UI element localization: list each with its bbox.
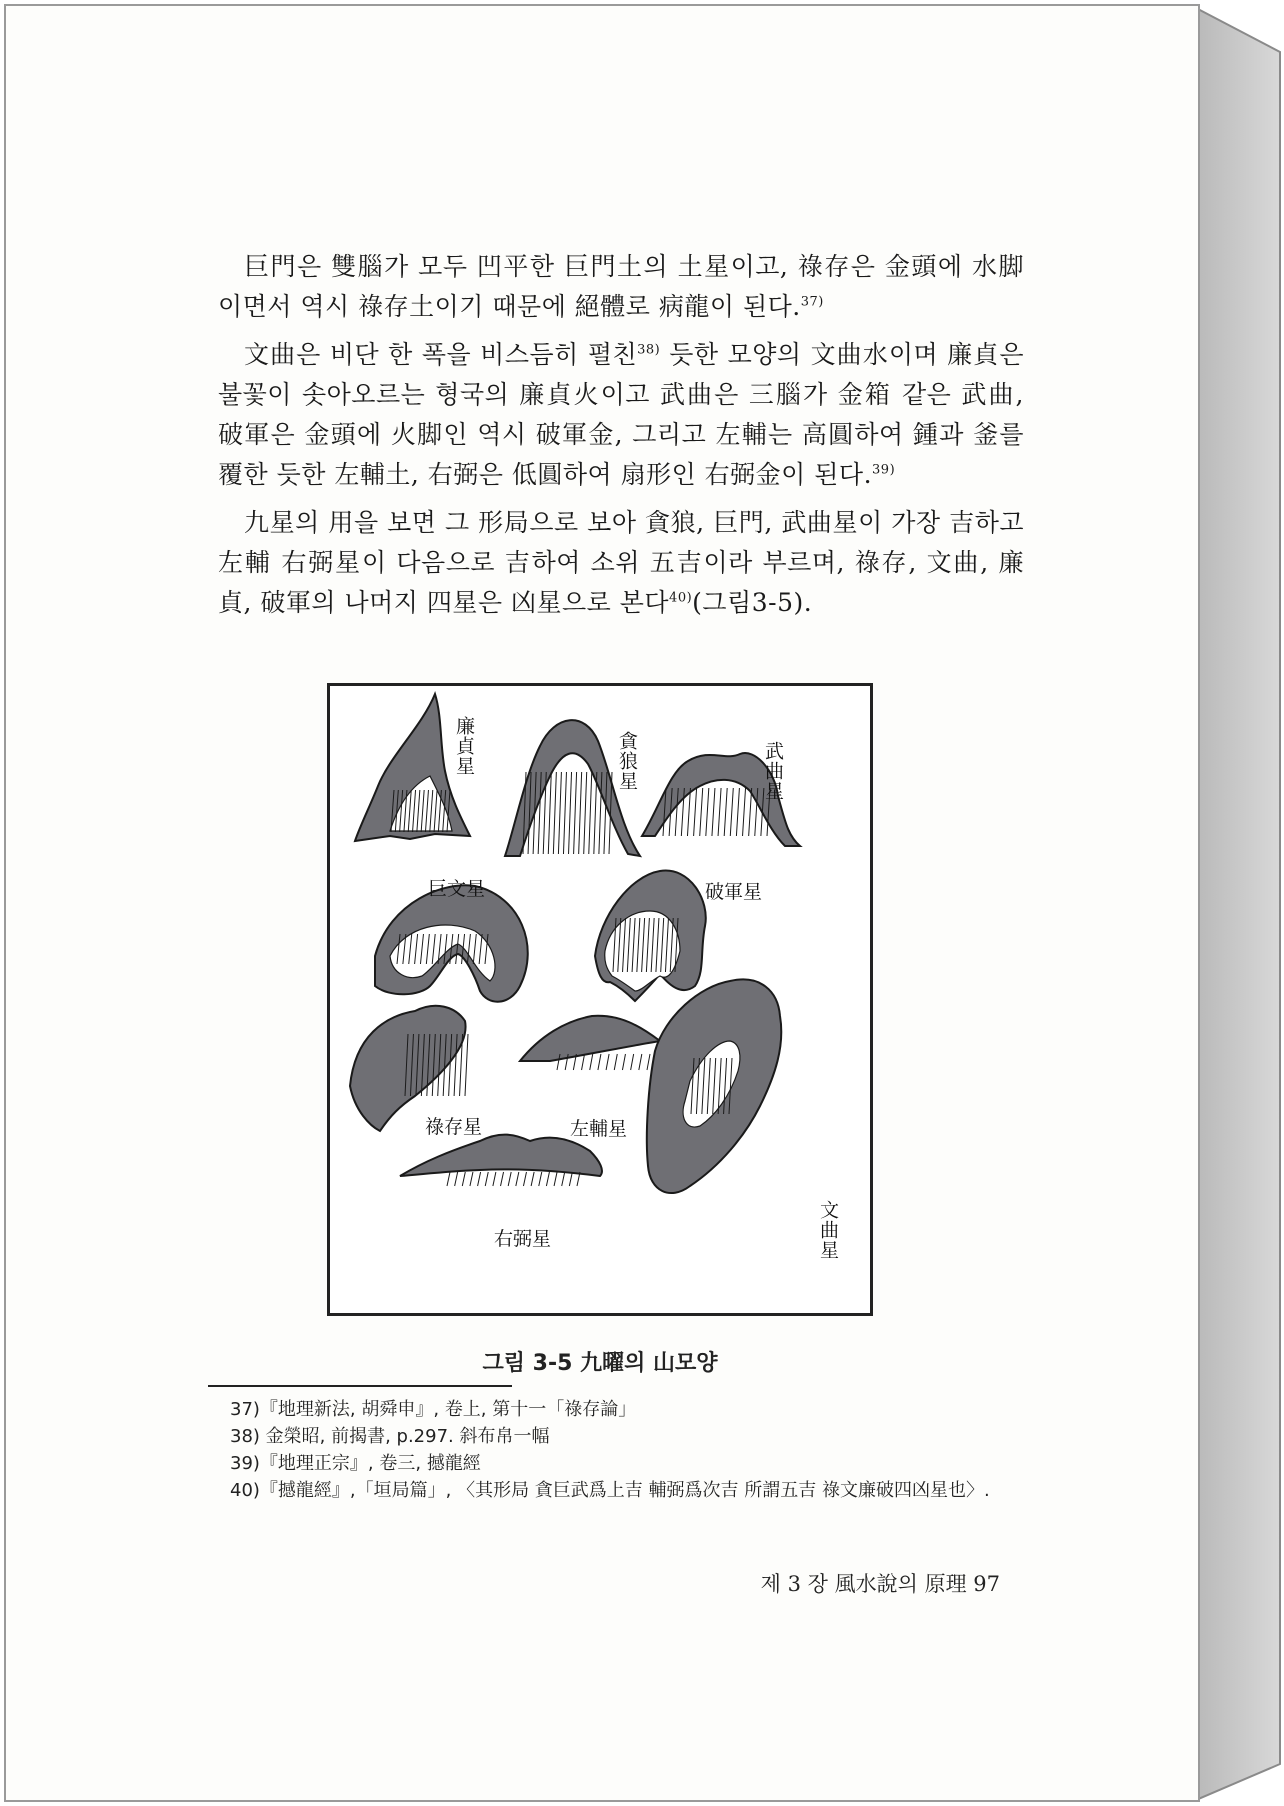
hatch-line — [606, 1054, 609, 1070]
hatch-line — [712, 788, 715, 836]
text-run: 巨門은 雙腦가 모두 凹平한 巨門土의 土星이고, 祿存은 金頭에 水脚이면서 역시 祿存土이기 때문에 絕體로 病龍이 된다. — [218, 252, 1024, 321]
hatch-line — [501, 1172, 504, 1186]
footnote-ref: 40) — [669, 590, 693, 606]
hatch-line — [548, 772, 551, 854]
footnote-ref: 37) — [800, 294, 824, 310]
paragraph — [218, 335, 1024, 495]
hatch-line — [569, 772, 572, 854]
youbi-mountain-shape — [400, 1135, 602, 1176]
text-run: 文曲은 비단 한 폭을 비스듬히 펼친 — [244, 340, 638, 369]
label-lianzhen: 廉貞星 — [453, 716, 475, 776]
figure-caption: 그림 3-5 九曜의 山모양 — [482, 1351, 718, 1376]
book-side-edge — [1196, 4, 1282, 1802]
hatch-line — [478, 1172, 481, 1186]
hatch-line — [462, 1172, 465, 1186]
hatch-line — [647, 1054, 650, 1070]
hatch-line — [631, 1054, 634, 1070]
text-run: 듯한 모양의 文曲水이며 廉貞은 불꽃이 솟아오르는 형국의 廉貞火이고 武曲은 三腦가 金箱 같은 武曲, 破軍은 金頭에 火脚인 역시 破軍金, 그리고 左輔는 高圓하여 鍾과 釜를 覆한 듯한 左輔土, 右弼은 低圓하여 扇形인 右弼金이 된다. — [218, 340, 1024, 489]
lucun-mountain-shape — [350, 1006, 466, 1131]
hatch-line — [563, 772, 566, 854]
text-run: 九星의 用을 보면 그 形局으로 보아 貪狼, 巨門, 武曲星이 가장 吉하고 左輔 右弼星이 다음으로 吉하여 소위 五吉이라 부르며, 祿存, 文曲, 廉貞, 破軍의 나머지 四星은 凶星으로 본다 — [218, 508, 1024, 617]
hatch-line — [743, 788, 746, 836]
hatch-line — [724, 788, 727, 836]
hatch-line — [579, 772, 582, 854]
hatch-line — [584, 772, 587, 854]
hatch-line — [718, 788, 721, 836]
label-tanlang: 貪狼星 — [616, 731, 638, 791]
hatch-line — [589, 772, 592, 854]
hatch-line — [539, 1172, 542, 1186]
hatch-line — [706, 788, 709, 836]
hatch-line — [598, 1054, 601, 1070]
label-wenqu: 文曲星 — [817, 1200, 839, 1260]
hatch-line — [569, 1172, 572, 1186]
hatch-line — [554, 1172, 557, 1186]
label-wuqu: 武曲星 — [762, 741, 784, 801]
hatch-line — [531, 1172, 534, 1186]
footnote-divider — [208, 1385, 512, 1387]
footnote: 38) 金榮昭, 前揭書, p.297. 斜布帛一幅 — [230, 1426, 550, 1447]
hatch-line — [447, 1172, 450, 1186]
hatch-line — [594, 772, 597, 854]
hatch-line — [508, 1172, 511, 1186]
hatch-line — [622, 1054, 625, 1070]
hatch-line — [694, 788, 697, 836]
hatch-line — [614, 1054, 617, 1070]
hatch-line — [455, 1172, 458, 1186]
hatch-line — [493, 1172, 496, 1186]
hatch-line — [582, 1054, 585, 1070]
hatch-line — [700, 788, 703, 836]
hatch-line — [736, 788, 739, 836]
hatch-line — [523, 1172, 526, 1186]
hatch-line — [546, 1172, 549, 1186]
hatch-line — [574, 772, 577, 854]
hatch-line — [485, 1172, 488, 1186]
hatch-line — [553, 772, 556, 854]
running-footer: 제 3 장 風水說의 原理 97 — [760, 1572, 1000, 1596]
hatch-line — [562, 1172, 565, 1186]
body-text — [218, 247, 1024, 631]
footnote: 37)『地理新法, 胡舜申』, 卷上, 第十一「祿存論」 — [230, 1399, 637, 1420]
hatch-line — [516, 1172, 519, 1186]
label-pojun: 破軍星 — [705, 881, 763, 903]
label-youbi: 右弼星 — [494, 1228, 552, 1250]
footnote-ref: 38) — [637, 342, 661, 358]
hatch-line — [590, 1054, 593, 1070]
hatch-line — [749, 788, 752, 836]
figure-illustration — [330, 686, 870, 1313]
zuofu-mountain-shape — [520, 1016, 660, 1061]
figure-nine-stars — [327, 683, 873, 1316]
footnotes — [230, 1396, 1030, 1504]
text-run: (그림3-5). — [692, 588, 813, 617]
footnote: 39)『地理正宗』, 卷三, 撼龍經 — [230, 1453, 481, 1474]
footnote-ref: 39) — [872, 462, 896, 478]
label-jumen: 巨文星 — [428, 878, 486, 900]
footnote: 40)『撼龍經』,「垣局篇」, 〈其形局 貪巨武爲上吉 輔弼爲次吉 所謂五吉 祿文廉破四凶星也〉. — [230, 1480, 990, 1501]
hatch-line — [465, 1034, 468, 1096]
label-zuofu: 左輔星 — [570, 1118, 628, 1140]
label-lucun: 祿存星 — [425, 1116, 483, 1138]
hatch-line — [470, 1172, 473, 1186]
hatch-line — [558, 772, 561, 854]
hatch-line — [730, 788, 733, 836]
paragraph — [218, 503, 1024, 623]
paragraph — [218, 247, 1024, 327]
hatch-line — [639, 1054, 642, 1070]
